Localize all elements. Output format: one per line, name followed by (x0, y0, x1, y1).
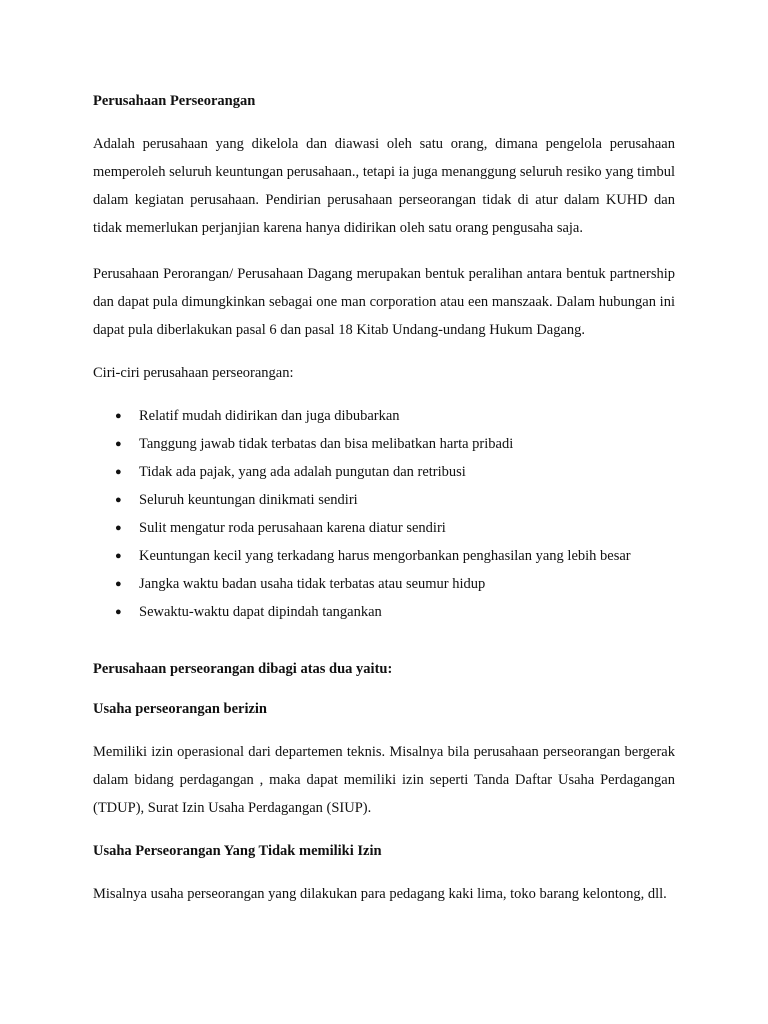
characteristics-list (93, 402, 675, 626)
subheading-unlicensed: Usaha Perseorangan Yang Tidak memiliki Izin (93, 843, 382, 859)
bullet-icon: ● (115, 494, 122, 506)
list-item-text: Relatif mudah didirikan dan juga dibubarkan (139, 408, 400, 424)
list-item-text: Tanggung jawab tidak terbatas dan bisa melibatkan harta pribadi (139, 436, 514, 452)
bullet-icon: ● (115, 550, 122, 562)
bullet-icon: ● (115, 410, 122, 422)
bullet-icon: ● (115, 522, 122, 534)
list-item (93, 486, 675, 514)
list-item (93, 402, 675, 430)
list-item-text: Keuntungan kecil yang terkadang harus mengorbankan penghasilan yang lebih besar (139, 548, 631, 564)
list-item (93, 430, 675, 458)
paragraph-licensed: Memiliki izin operasional dari departemen teknis. Misalnya bila perusahaan perseorangan bergerak dalam bidang perdagangan , maka dapat memiliki izin seperti Tanda Daftar Usaha Perdagangan (TDUP), Surat Izin Usaha Perdagangan (SIUP). (93, 744, 675, 816)
list-item-text: Jangka waktu badan usaha tidak terbatas atau seumur hidup (139, 576, 486, 592)
bullet-icon: ● (115, 606, 122, 618)
document-title: Perusahaan Perseorangan (93, 93, 256, 109)
list-item (93, 542, 675, 570)
document-page (93, 90, 675, 926)
section-heading-division: Perusahaan perseorangan dibagi atas dua yaitu: (93, 661, 393, 677)
list-item (93, 514, 675, 542)
list-item-text: Sewaktu-waktu dapat dipindah tangankan (139, 604, 382, 620)
paragraph-unlicensed: Misalnya usaha perseorangan yang dilakukan para pedagang kaki lima, toko barang kelontong, dll. (93, 886, 667, 902)
list-item (93, 458, 675, 486)
paragraph-characteristics-intro: Ciri-ciri perusahaan perseorangan: (93, 365, 294, 381)
list-item-text: Tidak ada pajak, yang ada adalah pungutan dan retribusi (139, 464, 466, 480)
subheading-licensed: Usaha perseorangan berizin (93, 701, 267, 717)
bullet-icon: ● (115, 578, 122, 590)
list-item-text: Sulit mengatur roda perusahaan karena diatur sendiri (139, 520, 446, 536)
list-item (93, 598, 675, 626)
paragraph-transition: Perusahaan Perorangan/ Perusahaan Dagang merupakan bentuk peralihan antara bentuk partnership dan dapat pula dimungkinkan sebagai one man corporation atau een manszaak. Dalam hubungan ini dapat pula diberlakukan pasal 6 dan pasal 18 Kitab Undang-undang Hukum Dagang. (93, 266, 675, 338)
paragraph-definition: Adalah perusahaan yang dikelola dan diawasi oleh satu orang, dimana pengelola perusahaan memperoleh seluruh keuntungan perusahaan., tetapi ia juga menanggung seluruh resiko yang timbul dalam kegiatan perusahaan. Pendirian perusahaan perseorangan tidak di atur dalam KUHD dan tidak memerlukan perjanjian karena hanya didirikan oleh satu orang pengusaha saja. (93, 136, 675, 236)
bullet-icon: ● (115, 466, 122, 478)
list-item-text: Seluruh keuntungan dinikmati sendiri (139, 492, 358, 508)
bullet-icon: ● (115, 438, 122, 450)
list-item (93, 570, 675, 598)
